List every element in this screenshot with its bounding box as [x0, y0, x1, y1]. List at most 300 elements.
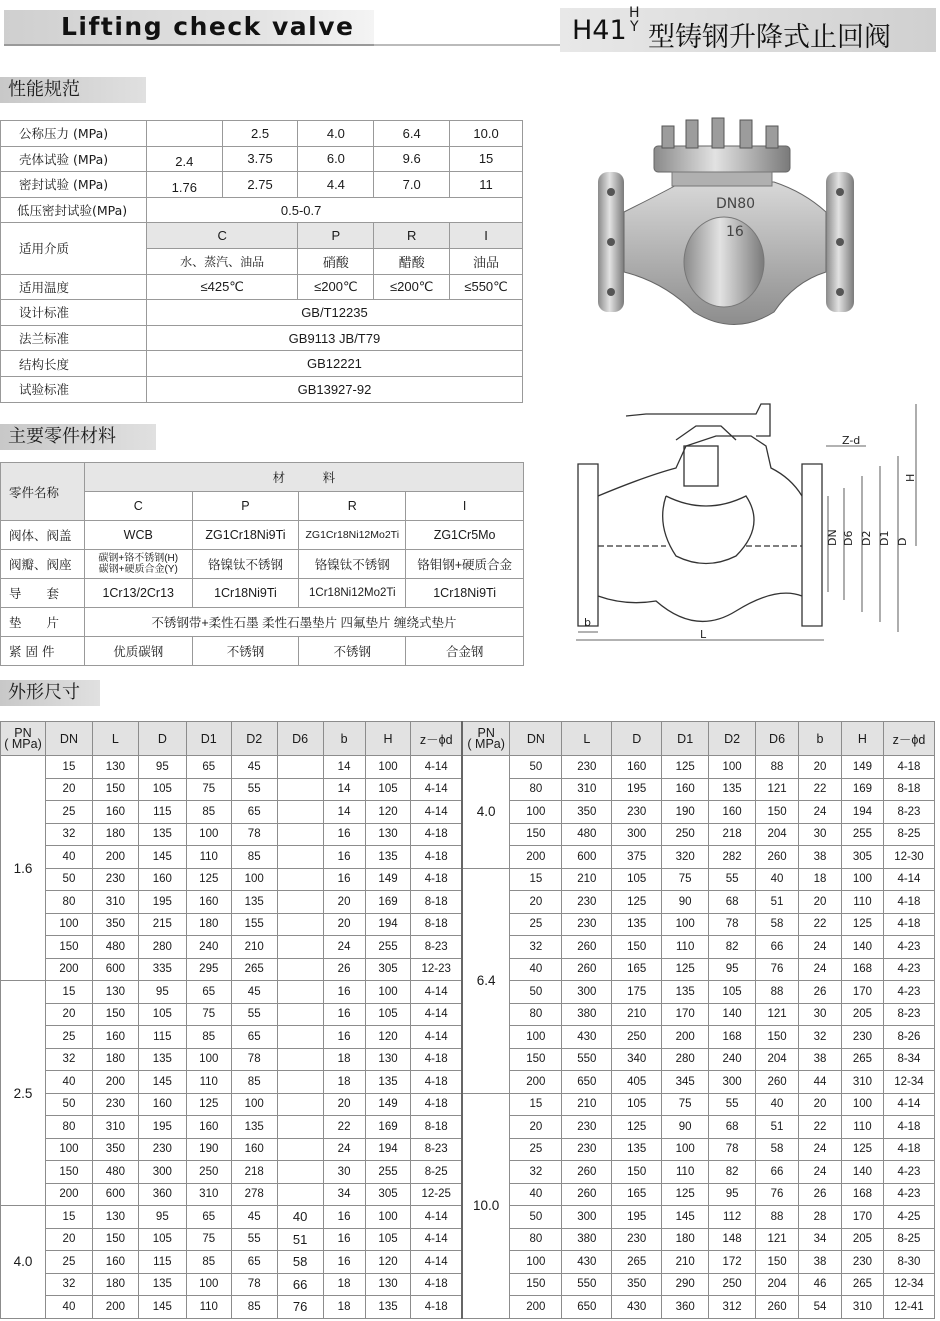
perf-row-standard [1, 325, 523, 351]
medium-name: 硝酸 [298, 248, 374, 274]
title-cn-name: 型铸钢升降式止回阀 [648, 22, 891, 53]
title-sup: H [629, 5, 640, 21]
dim-cell: 230 [841, 1026, 883, 1049]
dim-cell: 200 [92, 1071, 138, 1094]
dim-cell: 20 [799, 891, 842, 914]
dim-cell: 18 [323, 1273, 365, 1296]
dim-cell: 115 [138, 1251, 186, 1274]
dim-cell: 4-23 [883, 1183, 934, 1206]
standard-label: 试验标准 [1, 376, 147, 402]
dimensions-table [0, 721, 935, 1319]
dim-cell: 135 [662, 981, 709, 1004]
dim-cell: 168 [841, 958, 883, 981]
dim-cell: 600 [92, 1183, 138, 1206]
perf-row [1, 172, 523, 198]
perf-value: 6.0 [298, 146, 374, 172]
dim-cell: 4-23 [883, 958, 934, 981]
dim-cell: 200 [510, 1071, 562, 1094]
dim-cell: 75 [186, 778, 231, 801]
dim-cell: 650 [562, 1296, 612, 1319]
standard-label: 法兰标准 [1, 325, 147, 351]
dim-cell: 340 [612, 1048, 662, 1071]
perf-label: 壳体试验 (MPa) [1, 146, 147, 172]
dim-cell: 8-23 [411, 1138, 462, 1161]
dim-cell: 160 [186, 891, 231, 914]
dim-cell: 40 [45, 1296, 92, 1319]
disc-c [84, 550, 192, 579]
header-col: L [92, 722, 138, 756]
dim-cell: 180 [186, 913, 231, 936]
dim-cell: 230 [562, 756, 612, 779]
pn-value: 1.6 [1, 756, 46, 981]
dim-cell: 75 [186, 1003, 231, 1026]
disc-label: 阀瓣、阀座 [1, 550, 85, 579]
dim-cell: 4-18 [411, 1273, 462, 1296]
dim-cell: 140 [841, 936, 883, 959]
dim-cell: 105 [138, 778, 186, 801]
header-col: DN [510, 722, 562, 756]
dim-cell: 194 [365, 1138, 411, 1161]
dim-cell: 100 [662, 913, 709, 936]
header-col: b [799, 722, 842, 756]
perf-row-medium-codes [1, 223, 523, 249]
header-pn-unit: ( MPa) [467, 736, 505, 751]
dim-cell: 265 [841, 1273, 883, 1296]
dim-cell: 65 [186, 756, 231, 779]
dim-cell: 170 [841, 981, 883, 1004]
dim-cell: 12-41 [883, 1296, 934, 1319]
dim-cell: 230 [562, 913, 612, 936]
dim-cell [277, 1003, 323, 1026]
dim-cell: 160 [186, 1116, 231, 1139]
dim-cell: 255 [841, 823, 883, 846]
dim-cell: 240 [709, 1048, 756, 1071]
dim-cell: 58 [756, 1138, 799, 1161]
dim-cell: 100 [841, 868, 883, 891]
perf-row-standard [1, 351, 523, 377]
title-en: Lifting check valve [61, 12, 355, 41]
dim-cell: 95 [709, 1183, 756, 1206]
dim-cell: 15 [45, 1206, 92, 1229]
dim-cell: 130 [92, 756, 138, 779]
dim-cell: 180 [662, 1228, 709, 1251]
dim-cell: 40 [756, 1093, 799, 1116]
dim-cell [277, 823, 323, 846]
dim-cell: 135 [231, 891, 277, 914]
dim-cell: 8-18 [883, 778, 934, 801]
dim-cell: 4-14 [411, 1206, 462, 1229]
low-pressure-value: 0.5-0.7 [146, 197, 522, 223]
dim-cell: 12-25 [411, 1183, 462, 1206]
dim-cell: 210 [562, 868, 612, 891]
header-col: D2 [709, 722, 756, 756]
header-pn [1, 722, 46, 756]
standard-label: 结构长度 [1, 351, 147, 377]
dim-cell: 82 [709, 1161, 756, 1184]
dim-cell: 88 [756, 756, 799, 779]
dim-cell: 100 [662, 1138, 709, 1161]
temp-value: ≤200℃ [298, 274, 374, 300]
guide-r: 1Cr18Ni12Mo2Ti [299, 579, 406, 608]
dim-cell: 200 [45, 958, 92, 981]
dim-cell: 380 [562, 1003, 612, 1026]
dim-cell: 12-34 [883, 1273, 934, 1296]
dim-cell: 280 [138, 936, 186, 959]
header-col: D2 [231, 722, 277, 756]
dim-cell: 34 [799, 1228, 842, 1251]
dim-cell: 350 [612, 1273, 662, 1296]
dim-cell: 16 [323, 1228, 365, 1251]
dim-cell: 121 [756, 778, 799, 801]
material-code-p: P [192, 492, 299, 521]
dim-cell: 66 [277, 1273, 323, 1296]
medium-code: P [298, 223, 374, 249]
dim-cell: 8-23 [883, 1003, 934, 1026]
dim-cell: 4-18 [411, 846, 462, 869]
dimensions-row [1, 868, 935, 891]
dim-cell: 90 [662, 1116, 709, 1139]
dim-cell: 155 [231, 913, 277, 936]
pn-value: 10.0 [462, 1093, 510, 1318]
dim-cell: 360 [138, 1183, 186, 1206]
dim-cell: 145 [138, 1071, 186, 1094]
dim-cell: 310 [841, 1296, 883, 1319]
dim-cell: 250 [612, 1026, 662, 1049]
perf-row-low-pressure [1, 197, 523, 223]
dim-cell: 135 [138, 1048, 186, 1071]
dim-cell: 120 [365, 801, 411, 824]
dim-cell: 125 [186, 868, 231, 891]
dim-cell: 160 [92, 801, 138, 824]
dim-cell: 55 [709, 868, 756, 891]
dim-cell: 65 [186, 981, 231, 1004]
dim-cell: 125 [662, 1183, 709, 1206]
medium-label: 适用介质 [1, 223, 147, 274]
dim-cell [277, 1116, 323, 1139]
dim-cell: 20 [510, 1116, 562, 1139]
dim-cell: 125 [662, 958, 709, 981]
dim-cell: 16 [323, 823, 365, 846]
dim-cell: 195 [138, 1116, 186, 1139]
dim-cell: 28 [799, 1206, 842, 1229]
dim-cell: 54 [799, 1296, 842, 1319]
dim-cell: 75 [662, 868, 709, 891]
dim-cell: 250 [186, 1161, 231, 1184]
dim-cell: 24 [799, 1161, 842, 1184]
dim-cell: 8-23 [883, 801, 934, 824]
dimensions-header-row [1, 722, 935, 756]
dim-cell: 290 [662, 1273, 709, 1296]
dim-cell: 44 [799, 1071, 842, 1094]
label-d: D [896, 537, 909, 546]
dim-cell: 145 [662, 1206, 709, 1229]
dim-cell: 40 [510, 1183, 562, 1206]
perf-value: 1.76 [146, 172, 222, 198]
dim-cell: 180 [92, 1048, 138, 1071]
dim-cell: 16 [323, 1206, 365, 1229]
material-header: 材 料 [84, 463, 523, 492]
perf-value: 7.0 [374, 172, 450, 198]
dim-cell: 110 [662, 936, 709, 959]
pn-value: 2.5 [1, 981, 46, 1206]
dim-cell: 50 [45, 1093, 92, 1116]
dim-cell: 40 [510, 958, 562, 981]
standard-label: 设计标准 [1, 300, 147, 326]
dim-cell: 550 [562, 1048, 612, 1071]
perf-value: 6.4 [374, 121, 450, 147]
dim-cell [277, 1161, 323, 1184]
dim-cell: 260 [562, 1183, 612, 1206]
dim-cell: 260 [756, 846, 799, 869]
dim-cell: 169 [365, 891, 411, 914]
fastener-c: 优质碳钢 [84, 637, 192, 666]
dim-cell: 55 [231, 1228, 277, 1251]
dim-cell: 14 [323, 778, 365, 801]
dim-cell: 100 [510, 1251, 562, 1274]
dim-cell: 50 [510, 756, 562, 779]
dim-cell: 230 [562, 1138, 612, 1161]
header-col: D [612, 722, 662, 756]
standard-value: GB13927-92 [146, 376, 522, 402]
dim-cell: 32 [510, 1161, 562, 1184]
dim-cell: 18 [799, 868, 842, 891]
dim-cell: 312 [709, 1296, 756, 1319]
dim-cell: 230 [562, 1116, 612, 1139]
dim-cell: 32 [45, 1048, 92, 1071]
dim-cell: 25 [45, 801, 92, 824]
temp-value: ≤550℃ [450, 274, 523, 300]
dim-cell: 480 [562, 823, 612, 846]
dim-cell: 20 [45, 1003, 92, 1026]
dim-cell: 160 [231, 1138, 277, 1161]
fastener-r: 不锈钢 [299, 637, 406, 666]
dim-cell: 145 [138, 1296, 186, 1319]
fastener-p: 不锈钢 [192, 637, 299, 666]
label-h: H [904, 473, 917, 482]
header-col: z－ϕd [883, 722, 934, 756]
dim-cell: 100 [186, 1048, 231, 1071]
dim-cell: 180 [92, 1273, 138, 1296]
body-i: ZG1Cr5Mo [406, 521, 524, 550]
dim-cell: 24 [799, 801, 842, 824]
dim-cell: 8-25 [883, 823, 934, 846]
pn-value: 6.4 [462, 868, 510, 1093]
dim-cell: 160 [662, 778, 709, 801]
dim-cell: 230 [92, 1093, 138, 1116]
dim-cell: 195 [612, 778, 662, 801]
dim-cell: 150 [612, 936, 662, 959]
dim-cell: 230 [562, 891, 612, 914]
dim-cell: 130 [92, 981, 138, 1004]
dim-cell: 150 [92, 1228, 138, 1251]
label-d6: D6 [842, 530, 855, 546]
header-pn-label: PN [14, 725, 32, 740]
dimensions-row [1, 756, 935, 779]
header-col: b [323, 722, 365, 756]
dim-cell: 68 [709, 1116, 756, 1139]
dim-cell: 260 [562, 958, 612, 981]
perf-value: 3.75 [222, 146, 298, 172]
guide-label: 导 套 [1, 579, 85, 608]
dim-cell: 310 [841, 1071, 883, 1094]
perf-row-standard [1, 376, 523, 402]
perf-value: 2.5 [222, 121, 298, 147]
dim-cell: 100 [45, 913, 92, 936]
dim-cell: 24 [323, 1138, 365, 1161]
dim-cell: 160 [138, 868, 186, 891]
dim-cell: 15 [45, 981, 92, 1004]
dim-cell [277, 913, 323, 936]
perf-row-standard [1, 300, 523, 326]
dim-cell: 95 [138, 756, 186, 779]
dim-cell [277, 801, 323, 824]
dim-cell: 8-26 [883, 1026, 934, 1049]
title-cn-supsub [629, 6, 640, 34]
dim-cell: 204 [756, 823, 799, 846]
dim-cell: 150 [92, 778, 138, 801]
dim-cell: 50 [510, 1206, 562, 1229]
dim-cell: 45 [231, 756, 277, 779]
dim-cell: 80 [510, 1228, 562, 1251]
header-col: H [365, 722, 411, 756]
dim-cell [277, 778, 323, 801]
dim-cell: 125 [612, 891, 662, 914]
dim-cell: 600 [92, 958, 138, 981]
dim-cell: 135 [365, 846, 411, 869]
drawing-labels [584, 434, 917, 641]
dim-cell: 430 [612, 1296, 662, 1319]
dim-cell: 100 [365, 1206, 411, 1229]
dim-cell: 40 [45, 1071, 92, 1094]
dim-cell: 24 [799, 958, 842, 981]
dim-cell: 230 [612, 801, 662, 824]
dim-cell: 4-23 [883, 936, 934, 959]
dim-cell: 78 [231, 823, 277, 846]
dim-cell: 80 [45, 1116, 92, 1139]
dim-cell: 85 [231, 1296, 277, 1319]
dim-cell: 170 [841, 1206, 883, 1229]
dim-cell: 8-18 [411, 1116, 462, 1139]
dim-cell: 204 [756, 1273, 799, 1296]
material-code-c: C [84, 492, 192, 521]
dim-cell: 20 [799, 756, 842, 779]
dim-cell: 204 [756, 1048, 799, 1071]
medium-name: 油品 [450, 248, 523, 274]
dim-cell: 22 [799, 1116, 842, 1139]
dim-cell: 200 [45, 1183, 92, 1206]
dim-cell: 100 [186, 1273, 231, 1296]
dim-cell: 105 [612, 868, 662, 891]
dim-cell: 125 [612, 1116, 662, 1139]
perf-value: 4.0 [298, 121, 374, 147]
dim-cell: 150 [510, 1273, 562, 1296]
dim-cell: 260 [562, 1161, 612, 1184]
dim-cell: 16 [323, 846, 365, 869]
dim-cell: 45 [231, 1206, 277, 1229]
dim-cell: 4-23 [883, 1161, 934, 1184]
dim-cell [277, 891, 323, 914]
body-r: ZG1Cr18Ni12Mo2Ti [299, 521, 406, 550]
dim-cell: 78 [231, 1273, 277, 1296]
dim-cell: 95 [709, 958, 756, 981]
disc-r: 铬镍钛不锈钢 [299, 550, 406, 579]
guide-p: 1Cr18Ni9Ti [192, 579, 299, 608]
header-pn-label: PN [477, 725, 495, 740]
dim-cell: 135 [365, 1071, 411, 1094]
dim-cell: 100 [365, 756, 411, 779]
dim-cell: 25 [510, 913, 562, 936]
dim-cell: 305 [365, 958, 411, 981]
dim-cell: 100 [231, 1093, 277, 1116]
dim-cell: 160 [92, 1026, 138, 1049]
dim-cell: 135 [612, 913, 662, 936]
dim-cell: 165 [612, 1183, 662, 1206]
dim-cell: 169 [365, 1116, 411, 1139]
pn-value: 4.0 [1, 1206, 46, 1319]
dim-cell: 121 [756, 1003, 799, 1026]
dim-cell: 148 [709, 1228, 756, 1251]
dim-cell: 75 [186, 1228, 231, 1251]
dim-cell: 105 [365, 1228, 411, 1251]
dim-cell: 250 [709, 1273, 756, 1296]
perf-value: 4.4 [298, 172, 374, 198]
dim-cell: 18 [323, 1048, 365, 1071]
label-d1: D1 [878, 530, 891, 546]
dimensions-row [1, 1093, 935, 1116]
dim-cell: 260 [562, 936, 612, 959]
dim-cell: 100 [231, 868, 277, 891]
dim-cell: 100 [186, 823, 231, 846]
dim-cell: 215 [138, 913, 186, 936]
dim-cell: 4-18 [411, 1093, 462, 1116]
dim-cell: 121 [756, 1228, 799, 1251]
dim-cell: 115 [138, 1026, 186, 1049]
dim-cell: 24 [323, 936, 365, 959]
dim-cell: 16 [323, 1251, 365, 1274]
dim-cell: 18 [323, 1071, 365, 1094]
section-dimensions-title: 外形尺寸 [0, 680, 100, 706]
bonnet-flange [654, 146, 790, 172]
drawing-outline [578, 404, 822, 626]
temp-value: ≤200℃ [374, 274, 450, 300]
dim-cell: 12-30 [883, 846, 934, 869]
dim-cell: 550 [562, 1273, 612, 1296]
dim-cell: 4-18 [411, 1048, 462, 1071]
header-divider [374, 44, 564, 46]
dim-cell: 8-23 [411, 936, 462, 959]
dim-cell: 4-14 [411, 1251, 462, 1274]
dim-cell: 150 [510, 1048, 562, 1071]
dim-cell: 15 [510, 1093, 562, 1116]
dim-cell: 22 [799, 913, 842, 936]
header-col: DN [45, 722, 92, 756]
disc-p: 铬镍钛不锈钢 [192, 550, 299, 579]
dim-cell: 265 [612, 1251, 662, 1274]
header-col: D6 [277, 722, 323, 756]
dim-cell: 150 [756, 801, 799, 824]
dim-cell: 68 [709, 891, 756, 914]
dim-cell: 65 [186, 1206, 231, 1229]
dim-cell: 305 [365, 1183, 411, 1206]
temp-value: ≤425℃ [146, 274, 298, 300]
dim-cell: 65 [231, 1026, 277, 1049]
dim-cell: 195 [612, 1206, 662, 1229]
dim-cell: 4-25 [883, 1206, 934, 1229]
material-code-r: R [299, 492, 406, 521]
dim-cell: 115 [138, 801, 186, 824]
dim-cell: 650 [562, 1071, 612, 1094]
dim-cell: 200 [510, 1296, 562, 1319]
